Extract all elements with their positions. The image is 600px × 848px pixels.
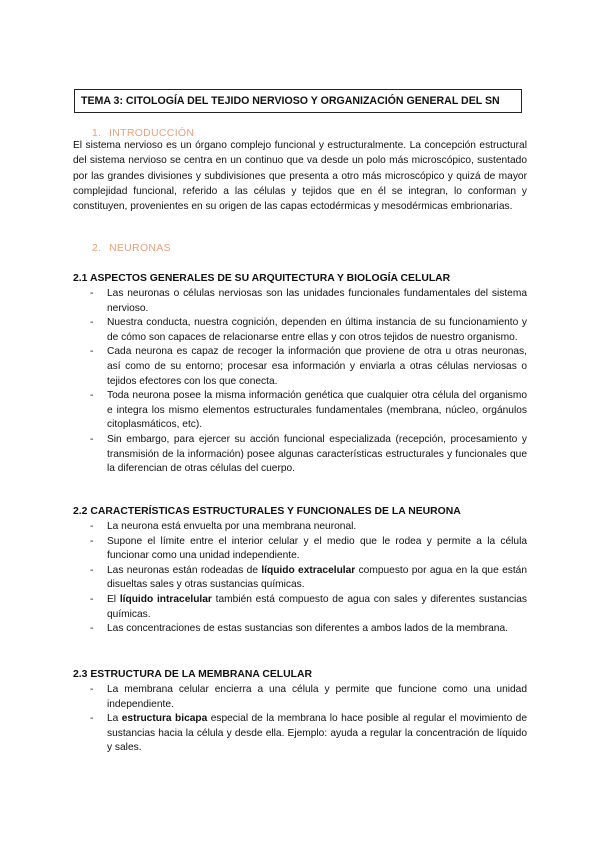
list-item-text: Nuestra conducta, nuestra cognición, dependen en última instancia de su funcionamiento y de cómo son capaces de relacionarse entre ellas y con otros tejidos de nuestro organismo. <box>107 317 527 343</box>
bullet-dash: - <box>90 535 94 547</box>
list-item-text: Cada neurona es capaz de recoger la información que proviene de otra u otras neuronas, así como de su entorno; procesar esa información y enviarla a otras células nerviosas o tejidos efectores con los que conecta. <box>107 346 527 387</box>
intro-paragraph: El sistema nervioso es un órgano complejo funcional y estructuralmente. La concepción estructural del sistema nervioso se centra en un continuo que va desde un polo más microscópico, sustentado por las grandes divisiones y subdivisiones que presenta a otro más microscópico y quizá de mayor complejidad funcional, referido a las células y tejidos que en él se integran, lo conforman y constituyen, provenientes en su origen de las capas ectodérmicas y mesodérmicas embrionarias. <box>73 140 527 213</box>
section-heading-text: INTRODUCCIÓN <box>109 127 195 139</box>
list-item-text: Supone el límite entre el interior celular y el medio que le rodea y permite a la célula funcionar como una unidad independiente. <box>107 535 527 562</box>
bullet-dash: - <box>90 390 94 402</box>
bullet-dash: - <box>90 521 94 532</box>
list-item-text: compuesto por agua en la que están disueltas sales y otras sustancias químicas. <box>107 564 527 591</box>
bullet-dash: - <box>90 713 94 725</box>
list-item <box>73 712 527 756</box>
list-item-text: Toda neurona posee la misma información genética que cualquier otra célula del organismo e integra los mismo elementos estructurales fundamentales (membrana, núcleo, orgánulos citoplasmáticos, etc). <box>107 390 527 431</box>
list-item-bold-text: estructura bicapa <box>121 713 208 725</box>
subsection-heading-2-1: 2.1 ASPECTOS GENERALES DE SU ARQUITECTURA Y BIOLOGÍA CELULAR <box>73 273 451 284</box>
list-item <box>73 520 527 535</box>
list-item-text: La membrana celular encierra a una célula y permite que funcione como una unidad independiente. <box>107 684 527 710</box>
subsection-heading-2-2: 2.2 CARACTERÍSTICAS ESTRUCTURALES Y FUNCIONALES DE LA NEURONA <box>73 506 461 517</box>
bullet-dash: - <box>90 684 94 695</box>
list-item <box>73 564 527 593</box>
list-item-text: Las concentraciones de estas sustancias son diferentes a ambos lados de la membrana. <box>107 623 508 635</box>
bullet-list-2-3 <box>73 683 527 756</box>
list-item-text: La neurona está envuelta por una membrana neuronal. <box>107 521 357 532</box>
section-heading-text: NEURONAS <box>109 242 171 254</box>
list-item <box>73 345 527 389</box>
list-item <box>73 683 527 712</box>
list-item <box>73 433 527 477</box>
list-item <box>73 535 527 564</box>
list-item-text: Sin embargo, para ejercer su acción funcional especializada (recepción, procesamiento y transmisión de la información) posee algunas características estructurales y funcionales que la diferencian de otras células del cuerpo. <box>107 433 527 475</box>
bullet-dash: - <box>90 346 94 358</box>
list-item <box>73 389 527 433</box>
list-item-text: también está compuesto de agua con sales y diferentes sustancias químicas. <box>107 593 528 620</box>
bullet-list-2-1 <box>73 287 527 477</box>
bullet-dash: - <box>90 288 94 299</box>
list-item-text: Las neuronas o células nerviosas son las unidades funcionales fundamentales del sistema nervioso. <box>107 288 527 314</box>
section-heading-neuronas <box>92 242 171 254</box>
subsection-heading-2-3: 2.3 ESTRUCTURA DE LA MEMBRANA CELULAR <box>73 669 312 680</box>
bullet-list-2-2 <box>73 520 527 637</box>
list-item-text: Las neuronas están rodeadas de <box>107 564 262 576</box>
list-item <box>73 287 527 316</box>
document-title: TEMA 3: CITOLOGÍA DEL TEJIDO NERVIOSO Y ORGANIZACIÓN GENERAL DEL SN <box>74 89 522 113</box>
list-item-bold-text: líquido extracelular <box>261 564 356 576</box>
list-item-bold-text: líquido intracelular <box>119 593 212 605</box>
list-item <box>73 593 527 622</box>
list-item-text: La <box>107 713 122 725</box>
bullet-dash: - <box>90 433 94 445</box>
bullet-dash: - <box>90 623 94 635</box>
list-item <box>73 622 527 637</box>
list-item-text: El <box>107 593 120 605</box>
bullet-dash: - <box>90 564 94 576</box>
bullet-dash: - <box>90 317 94 329</box>
list-item-text: especial de la membrana lo hace posible al regular el movimiento de sustancias hacia la célula y desde ella. Ejemplo: ayuda a regular la concentración de líquido y sales. <box>107 713 527 754</box>
section-number: 2. <box>92 242 102 254</box>
list-item <box>73 316 527 345</box>
section-number: 1. <box>92 127 102 139</box>
bullet-dash: - <box>90 593 94 605</box>
